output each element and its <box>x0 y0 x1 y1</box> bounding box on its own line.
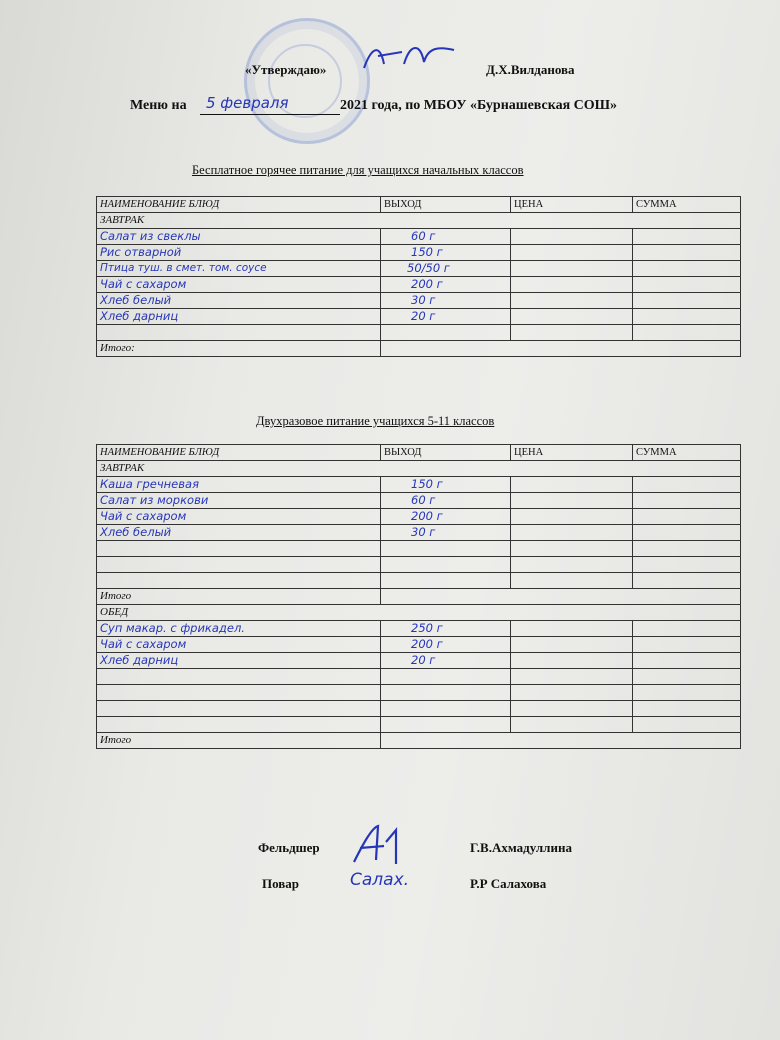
dish-name: Хлеб дарниц <box>97 309 381 325</box>
table-row <box>97 493 741 509</box>
dish-sum <box>633 277 741 293</box>
total-label: Итого: <box>97 341 381 357</box>
dish-name: Чай с сахаром <box>97 637 381 653</box>
dish-output: 60 г <box>381 493 511 509</box>
col-price-header: ЦЕНА <box>511 197 633 213</box>
approve-label: «Утверждаю» <box>245 62 327 77</box>
col-sum-header: СУММА <box>633 197 741 213</box>
total-row <box>97 589 741 605</box>
date-underline <box>200 114 340 115</box>
section2-title: Двухразовое питание учащихся 5-11 классов <box>256 414 495 428</box>
menu-date: 5 февраля <box>206 94 289 112</box>
dish-sum <box>633 653 741 669</box>
meal-label: ЗАВТРАК <box>97 213 741 229</box>
dish-sum <box>633 477 741 493</box>
dish-price <box>511 525 633 541</box>
col-out-header: ВЫХОД <box>381 445 511 461</box>
dish-sum <box>633 293 741 309</box>
table-row-empty <box>97 557 741 573</box>
total-row <box>97 733 741 749</box>
col-price-header: ЦЕНА <box>511 445 633 461</box>
cook-name: Р.Р Салахова <box>470 876 547 891</box>
dish-price <box>511 277 633 293</box>
table-header-row <box>97 197 741 213</box>
col-sum-header: СУММА <box>633 445 741 461</box>
menu-prefix: Меню на <box>130 98 187 113</box>
dish-sum <box>633 261 741 277</box>
dish-name: Хлеб дарниц <box>97 653 381 669</box>
dish-sum <box>633 245 741 261</box>
table-row <box>97 277 741 293</box>
medic-label: Фельдшер <box>258 840 320 855</box>
section1-title: Бесплатное горячее питание для учащихся начальных классов <box>192 163 524 177</box>
cook-signature: Салах. <box>350 870 410 890</box>
dish-sum <box>633 621 741 637</box>
table-header-row <box>97 445 741 461</box>
table-row <box>97 509 741 525</box>
medic-name: Г.В.Ахмадуллина <box>470 840 572 855</box>
dish-price <box>511 621 633 637</box>
dish-name: Суп макар. с фрикадел. <box>97 621 381 637</box>
dish-name: Птица туш. в смет. том. соусе <box>97 261 381 277</box>
dish-output: 200 г <box>381 277 511 293</box>
total-value <box>381 341 741 357</box>
table-row-empty <box>97 685 741 701</box>
table-row <box>97 637 741 653</box>
total-label: Итого <box>97 589 381 605</box>
total-row <box>97 341 741 357</box>
col-out-header: ВЫХОД <box>381 197 511 213</box>
table-row <box>97 245 741 261</box>
dish-name: Салат из свеклы <box>97 229 381 245</box>
menu-suffix: 2021 года, по МБОУ «Бурнашевская СОШ» <box>340 98 618 113</box>
total-label: Итого <box>97 733 381 749</box>
dish-price <box>511 293 633 309</box>
table-row <box>97 525 741 541</box>
dish-price <box>511 653 633 669</box>
total-value <box>381 733 741 749</box>
dish-name: Салат из моркови <box>97 493 381 509</box>
meal-row-breakfast <box>97 213 741 229</box>
dish-name: Рис отварной <box>97 245 381 261</box>
dish-output: 200 г <box>381 637 511 653</box>
dish-output: 30 г <box>381 525 511 541</box>
table-row-empty <box>97 325 741 341</box>
dish-price <box>511 245 633 261</box>
dish-price <box>511 477 633 493</box>
dish-output: 60 г <box>381 229 511 245</box>
dish-output: 20 г <box>381 309 511 325</box>
table-row <box>97 309 741 325</box>
col-name-header: НАИМЕНОВАНИЕ БЛЮД <box>97 197 381 213</box>
dish-name: Чай с сахаром <box>97 509 381 525</box>
dish-output: 150 г <box>381 477 511 493</box>
col-name-header: НАИМЕНОВАНИЕ БЛЮД <box>97 445 381 461</box>
dish-name: Каша гречневая <box>97 477 381 493</box>
dish-output: 50/50 г <box>381 261 511 277</box>
dish-price <box>511 309 633 325</box>
dish-name: Хлеб белый <box>97 293 381 309</box>
table-row-empty <box>97 541 741 557</box>
table-row-empty <box>97 573 741 589</box>
total-value <box>381 589 741 605</box>
dish-sum <box>633 525 741 541</box>
meal-row-breakfast <box>97 461 741 477</box>
approver-name: Д.Х.Вилданова <box>486 62 575 77</box>
section2-table <box>96 444 741 749</box>
dish-price <box>511 493 633 509</box>
table-row-empty <box>97 669 741 685</box>
dish-name: Чай с сахаром <box>97 277 381 293</box>
section1-table <box>96 196 741 357</box>
dish-sum <box>633 229 741 245</box>
meal-label: ЗАВТРАК <box>97 461 741 477</box>
dish-price <box>511 229 633 245</box>
meal-row-lunch <box>97 605 741 621</box>
dish-price <box>511 261 633 277</box>
dish-sum <box>633 509 741 525</box>
medic-signature <box>350 822 410 870</box>
dish-output: 250 г <box>381 621 511 637</box>
director-signature <box>358 38 468 78</box>
table-row <box>97 477 741 493</box>
dish-output: 200 г <box>381 509 511 525</box>
table-row <box>97 621 741 637</box>
table-row <box>97 229 741 245</box>
cook-label: Повар <box>262 876 300 891</box>
dish-price <box>511 509 633 525</box>
dish-sum <box>633 493 741 509</box>
table-row <box>97 653 741 669</box>
meal-label: ОБЕД <box>97 605 741 621</box>
dish-sum <box>633 637 741 653</box>
dish-output: 150 г <box>381 245 511 261</box>
table-row <box>97 293 741 309</box>
table-row-empty <box>97 717 741 733</box>
dish-name: Хлеб белый <box>97 525 381 541</box>
table-row <box>97 261 741 277</box>
dish-price <box>511 637 633 653</box>
dish-sum <box>633 309 741 325</box>
dish-output: 30 г <box>381 293 511 309</box>
table-row-empty <box>97 701 741 717</box>
dish-output: 20 г <box>381 653 511 669</box>
